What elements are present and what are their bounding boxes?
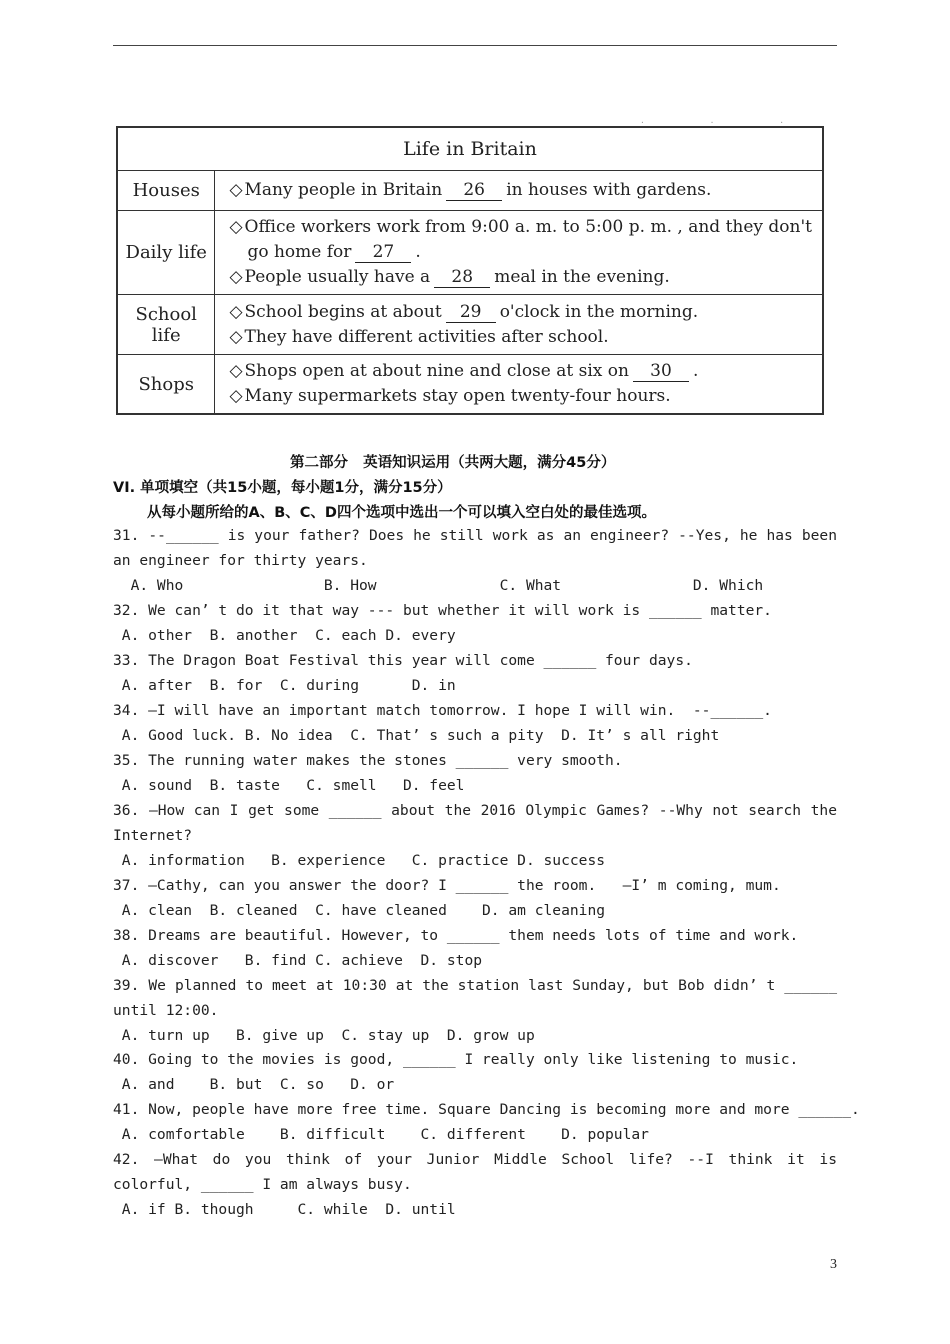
page-number: 3	[830, 1257, 837, 1272]
row-content-shops: ◇ Shops open at about nine and close at six on 30 . ◇ Many supermarkets stay open twenty-four hours.	[215, 355, 823, 415]
question-36-stem: 36. –How can I get some ______ about the 2016 Olympic Games? --Why not search the	[113, 802, 837, 819]
row-label-shops: Shops	[117, 355, 215, 415]
question-36-stem-cont: Internet?	[113, 827, 193, 844]
question-38-options: A. discover B. find C. achieve D. stop	[113, 952, 483, 969]
question-39-stem-cont: until 12:00.	[113, 1002, 219, 1019]
question-31-stem-cont: an engineer for thirty years.	[113, 552, 368, 569]
question-36-options: A. information B. experience C. practice D. success	[113, 852, 606, 869]
section-instruction: 从每小题所给的A、B、C、D四个选项中选出一个可以填入空白处的最佳选项。	[147, 505, 656, 521]
question-34-options: A. Good luck. B. No idea C. That’ s such a pity D. It’ s all right	[113, 727, 720, 744]
question-37-stem: 37. –Cathy, can you answer the door? I ______ the room. –I’ m coming, mum.	[113, 877, 781, 894]
diamond-icon: ◇	[229, 267, 243, 287]
blank-30: 30	[633, 361, 689, 382]
question-37-options: A. clean B. cleaned C. have cleaned D. am cleaning	[113, 902, 606, 919]
row-content-school-life: ◇ School begins at about 29 o'clock in the morning. ◇ They have different activities after school.	[215, 295, 823, 355]
section-vi-title: VI. 单项填空（共15小题，每小题1分，满分15分）	[113, 480, 452, 496]
question-33-options: A. after B. for C. during D. in	[113, 677, 456, 694]
question-32-stem: 32. We can’ t do it that way --- but whether it will work is ______ matter.	[113, 602, 772, 619]
diamond-icon: ◇	[229, 180, 243, 200]
row-label-daily-life: Daily life	[117, 211, 215, 295]
blank-28: 28	[434, 267, 490, 288]
row-content-houses: ◇ Many people in Britain 26 in houses with gardens.	[215, 171, 823, 211]
row-label-school-life: School life	[117, 295, 215, 355]
question-38-stem: 38. Dreams are beautiful. However, to ______ them needs lots of time and work.	[113, 927, 799, 944]
question-40-stem: 40. Going to the movies is good, ______ I really only like listening to music.	[113, 1051, 799, 1068]
question-41-stem: 41. Now, people have more free time. Square Dancing is becoming more and more ______.	[113, 1101, 860, 1118]
question-42-stem: 42. –What do you think of your Junior Middle School life? --I think it is	[113, 1151, 837, 1168]
diamond-icon: ◇	[229, 217, 243, 237]
blank-29: 29	[446, 302, 496, 323]
diamond-icon: ◇	[229, 326, 243, 347]
question-33-stem: 33. The Dragon Boat Festival this year will come ______ four days.	[113, 652, 693, 669]
question-40-options: A. and B. but C. so D. or	[113, 1076, 395, 1093]
header-rule	[113, 45, 837, 46]
question-32-options: A. other B. another C. each D. every	[113, 627, 456, 644]
diamond-icon: ◇	[229, 361, 243, 381]
question-39-stem: 39. We planned to meet at 10:30 at the station last Sunday, but Bob didn’ t ______	[113, 977, 837, 994]
question-31-stem: 31. --______ is your father? Does he still work as an engineer? --Yes, he has been	[113, 527, 837, 544]
life-in-britain-table	[116, 126, 824, 415]
part-two-title: 第二部分 英语知识运用（共两大题，满分45分）	[290, 455, 616, 471]
question-42-options: A. if B. though C. while D. until	[113, 1201, 456, 1218]
diamond-icon: ◇	[229, 301, 243, 322]
table-title: Life in Britain	[117, 127, 823, 171]
question-42-stem-cont: colorful, ______ I am always busy.	[113, 1176, 412, 1193]
question-34-stem: 34. –I will have an important match tomorrow. I hope I will win. --______.	[113, 702, 772, 719]
blank-27: 27	[355, 242, 411, 263]
question-35-stem: 35. The running water makes the stones ______ very smooth.	[113, 752, 623, 769]
question-35-options: A. sound B. taste C. smell D. feel	[113, 777, 465, 794]
row-content-daily-life: ◇ Office workers work from 9:00 a. m. to 5:00 p. m. , and they don't go home for 27 . ◇ People usually have a 28 meal in the evening.	[215, 211, 823, 295]
diamond-icon: ◇	[229, 386, 243, 406]
question-31-options: A. Who B. How C. What D. Which	[113, 577, 764, 594]
question-39-options: A. turn up B. give up C. stay up D. grow up	[113, 1027, 535, 1044]
blank-26: 26	[446, 180, 502, 201]
scan-specks: · · ·	[640, 118, 815, 127]
question-41-options: A. comfortable B. difficult C. different D. popular	[113, 1126, 649, 1143]
row-label-houses: Houses	[117, 171, 215, 211]
